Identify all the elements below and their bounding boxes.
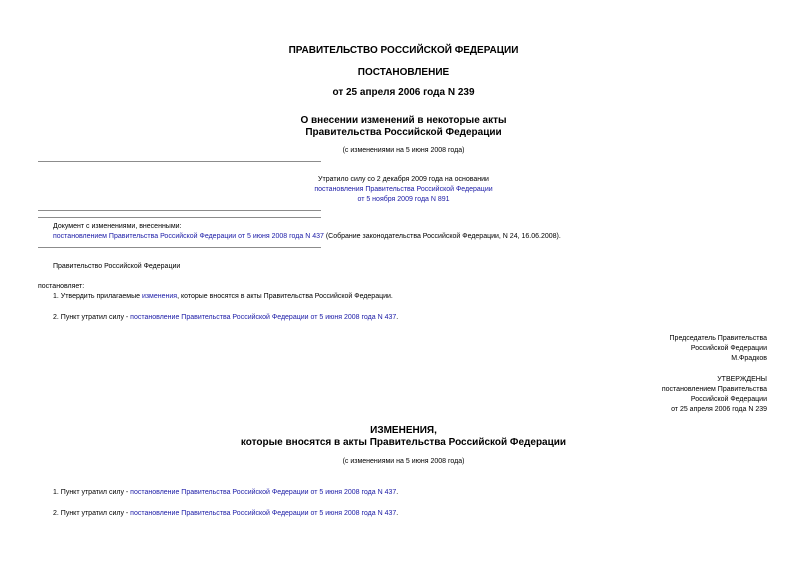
issuer: Правительство Российской Федерации [53, 263, 181, 270]
repeal-basis-link-line2[interactable]: от 5 ноября 2009 года N 891 [357, 196, 450, 203]
repeal-decree-link[interactable]: постановление Правительства Российской Федерации от 5 июня 2008 года N 437 [130, 314, 397, 321]
divider [38, 247, 321, 248]
annex-amendment-note: (с изменениями на 5 июня 2008 года) [342, 458, 465, 465]
item-suffix: , которые вносятся в акты Правительства Российской Федерации. [177, 293, 393, 300]
divider [38, 210, 321, 211]
repeal-status-text: Утратило силу со 2 декабря 2009 года на основании [318, 176, 489, 183]
divider [38, 217, 321, 218]
approval-block [662, 375, 767, 415]
signature-name: М.Фрадков [731, 355, 767, 362]
document-title-line1: О внесении изменений в некоторые акты [300, 115, 507, 126]
decree-item-1 [53, 292, 393, 302]
annex-title-line2: которые вносятся в акты Правительства Российской Федерации [240, 437, 567, 448]
approval-line3: Российской Федерации [690, 396, 767, 403]
approval-line2: постановлением Правительства [661, 386, 767, 393]
signature-position: Председатель Правительства [669, 335, 767, 342]
government-heading: ПРАВИТЕЛЬСТВО РОССИЙСКОЙ ФЕДЕРАЦИИ [288, 45, 519, 56]
divider [38, 161, 321, 162]
repeal-decree-link[interactable]: постановление Правительства Российской Федерации от 5 июня 2008 года N 437 [130, 489, 397, 496]
item-suffix: . [396, 489, 399, 496]
document-date-number: от 25 апреля 2006 года N 239 [332, 87, 475, 98]
approval-heading: УТВЕРЖДЕНЫ [717, 376, 767, 383]
item-suffix: . [396, 314, 399, 321]
item-suffix: . [396, 510, 399, 517]
item-prefix: 1. Пункт утратил силу - [53, 489, 131, 496]
signature-block [670, 334, 767, 364]
changes-label: Документ с изменениями, внесенными: [53, 223, 182, 230]
repeal-decree-link[interactable]: постановление Правительства Российской Федерации от 5 июня 2008 года N 437 [130, 510, 397, 517]
amendment-note: (с изменениями на 5 июня 2008 года) [342, 147, 465, 154]
item-prefix: 1. Утвердить прилагаемые [53, 293, 142, 300]
repeal-basis-link-line1[interactable]: постановления Правительства Российской Федерации [314, 186, 493, 193]
annex-item-1 [53, 488, 398, 498]
decrees-word: постановляет: [38, 283, 85, 290]
changes-source: (Собрание законодательства Российской Федерации, N 24, 16.06.2008). [323, 233, 561, 240]
changes-line [53, 232, 561, 242]
approval-line4: от 25 апреля 2006 года N 239 [671, 406, 767, 413]
decree-item-2 [53, 313, 398, 323]
signature-organization: Российской Федерации [690, 345, 767, 352]
annex-title-line1: ИЗМЕНЕНИЯ, [370, 425, 437, 436]
document-type: ПОСТАНОВЛЕНИЕ [357, 67, 450, 78]
changes-link[interactable]: постановлением Правительства Российской Федерации от 5 июня 2008 года N 437 [53, 233, 324, 240]
item-prefix: 2. Пункт утратил силу - [53, 510, 131, 517]
annex-item-2 [53, 509, 398, 519]
changes-appendix-link[interactable]: изменения [141, 293, 178, 300]
item-prefix: 2. Пункт утратил силу - [53, 314, 131, 321]
document-title-line2: Правительства Российской Федерации [305, 127, 502, 138]
